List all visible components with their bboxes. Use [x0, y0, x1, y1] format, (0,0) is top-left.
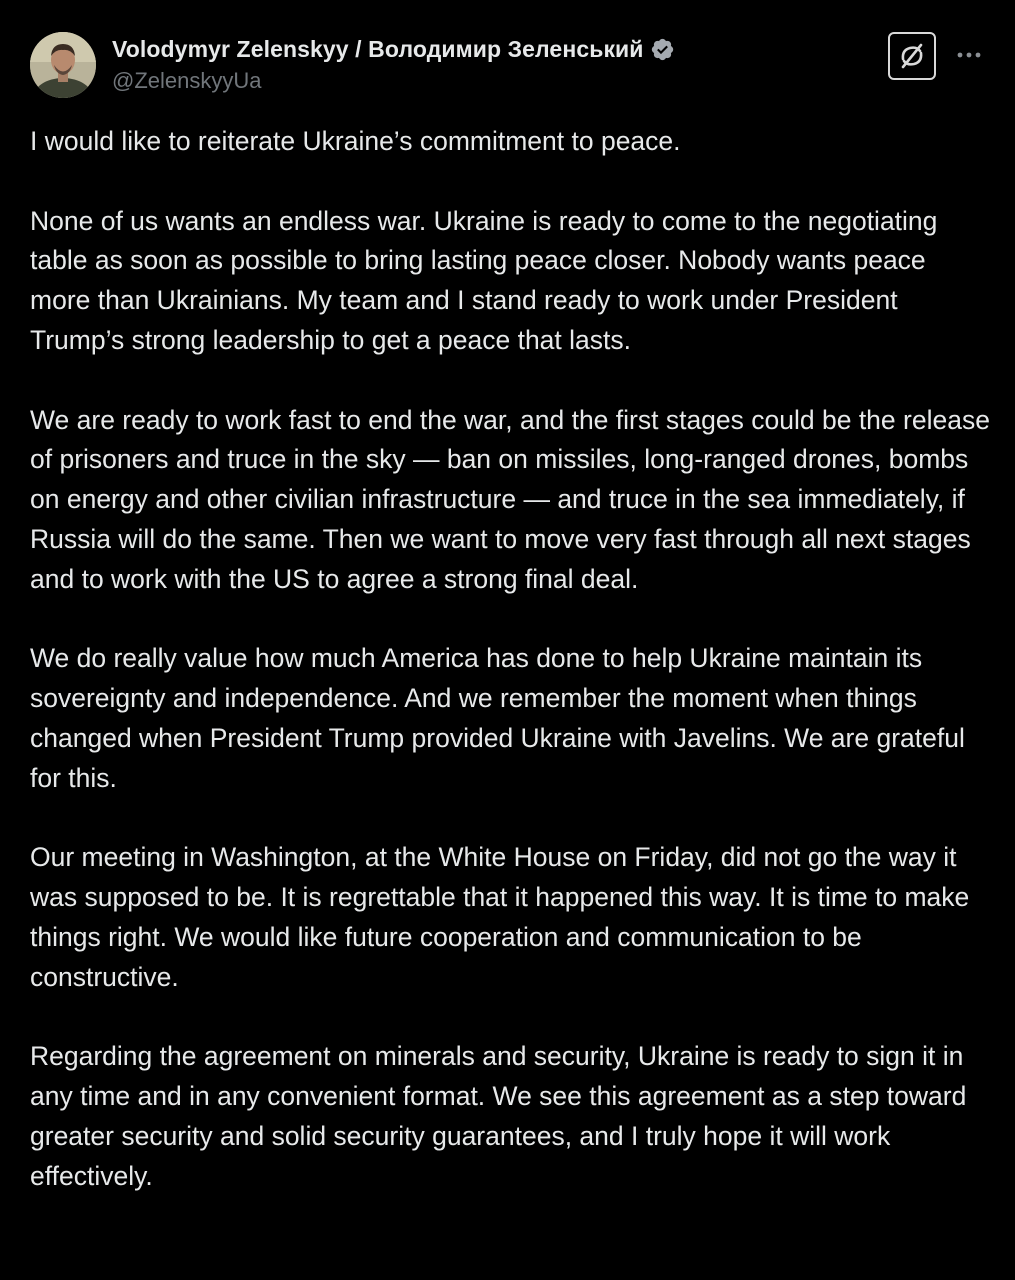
- display-name-row: [112, 34, 675, 64]
- avatar[interactable]: [30, 32, 96, 98]
- tweet-text: [30, 122, 990, 1236]
- tweet-paragraph: Our meeting in Washington, at the White House on Friday, did not go the way it was supposed to be. It is regrettable that it happened this way. It is time to make things right. We would like future cooperation and communication to be constructive.: [30, 842, 970, 992]
- tweet-paragraph: We do really value how much America has done to help Ukraine maintain its sovereignty and independence. And we remember the moment when things changed when President Trump provided Ukraine with Javelins. We are grateful for this.: [30, 643, 965, 793]
- tweet-paragraph: We are ready to work fast to end the war, and the first stages could be the release of prisoners and truce in the sky — ban on missiles, long-ranged drones, bombs on energy and other civilian infrastructure — and truce in the sea immediately, if Russia will do the same. Then we want to move very fast through all next stages and to work with the US to agree a strong final deal.: [30, 404, 990, 594]
- author-handle[interactable]: @ZelenskyyUa: [112, 68, 262, 93]
- tweet-header: [30, 30, 990, 100]
- more-options-icon: [956, 51, 982, 59]
- more-options-button[interactable]: [954, 40, 984, 70]
- grok-button[interactable]: [888, 32, 936, 80]
- verified-badge-icon[interactable]: [650, 37, 675, 62]
- tweet-paragraph: Regarding the agreement on minerals and security, Ukraine is ready to sign it in any time and in any convenient format. We see this agreement as a step toward greater security and solid security guarantees, and I truly hope it will work effectively.: [30, 1041, 967, 1191]
- display-name[interactable]: Volodymyr Zelenskyy / Володимир Зеленський: [112, 35, 644, 62]
- tweet-paragraph: None of us wants an endless war. Ukraine is ready to come to the negotiating table as soon as possible to bring lasting peace closer. Nobody wants peace more than Ukrainians. My team and I stand ready to work under President Trump’s strong leadership to get a peace that lasts.: [30, 205, 938, 355]
- avatar-image: [30, 32, 96, 98]
- tweet-paragraph: I would like to reiterate Ukraine’s commitment to peace.: [30, 126, 681, 156]
- grok-icon: [898, 42, 926, 70]
- author-names: [112, 34, 675, 94]
